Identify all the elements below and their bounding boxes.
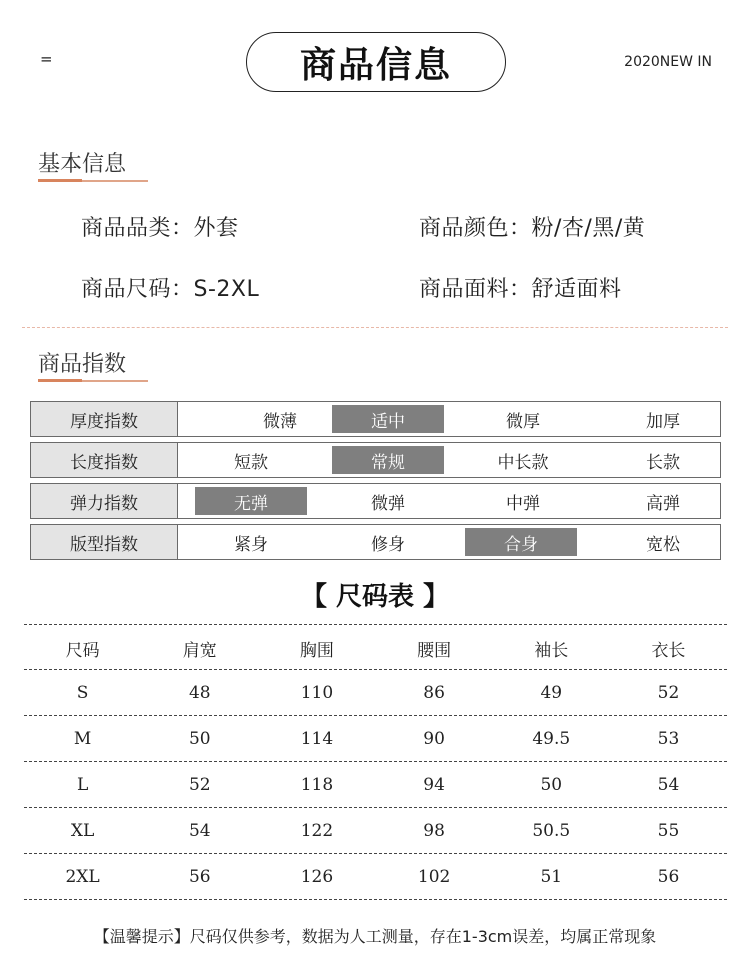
size-cell: 49.5 bbox=[532, 729, 571, 749]
size-chart-title: 【 尺码表 】 bbox=[300, 582, 450, 612]
size-cell: 50 bbox=[540, 775, 563, 795]
index-row bbox=[30, 483, 721, 519]
section-divider bbox=[22, 327, 728, 328]
size-header-cell: 胸围 bbox=[299, 640, 334, 661]
size-cell: 114 bbox=[300, 729, 334, 749]
index-option: 短款 bbox=[234, 452, 268, 473]
size-cell: 50 bbox=[188, 729, 211, 749]
size-cell: 2XL bbox=[65, 867, 100, 887]
size-cell: 55 bbox=[657, 821, 680, 841]
table-row bbox=[24, 762, 727, 808]
index-heading-text: 商品指数 bbox=[38, 352, 127, 377]
size-cell: 51 bbox=[540, 867, 563, 887]
size-cell: 52 bbox=[657, 683, 680, 703]
info-color: 商品颜色：粉/杏/黑/黄 bbox=[419, 216, 646, 241]
table-row bbox=[24, 808, 727, 854]
info-fabric: 商品面料：舒适面料 bbox=[419, 277, 622, 302]
size-cell: M bbox=[73, 729, 92, 749]
index-option-selected: 常规 bbox=[332, 446, 444, 474]
index-option-selected: 无弹 bbox=[195, 487, 307, 515]
tagline: 2020NEW IN bbox=[624, 54, 712, 70]
size-header-cell: 肩宽 bbox=[182, 640, 217, 661]
index-option: 微薄 bbox=[263, 411, 297, 432]
page-title: 商品信息 bbox=[246, 32, 506, 92]
size-cell: 118 bbox=[300, 775, 334, 795]
heading-underline-accent bbox=[38, 379, 82, 382]
index-row-label: 版型指数 bbox=[31, 525, 178, 559]
info-size: 商品尺码：S-2XL bbox=[81, 277, 260, 302]
size-table bbox=[24, 624, 727, 900]
index-option: 中弹 bbox=[506, 493, 540, 514]
size-cell: 54 bbox=[188, 821, 211, 841]
size-cell: 50.5 bbox=[532, 821, 571, 841]
index-option: 微弹 bbox=[371, 493, 405, 514]
size-cell: 122 bbox=[300, 821, 334, 841]
table-row bbox=[24, 716, 727, 762]
size-cell: 53 bbox=[657, 729, 680, 749]
size-header-cell: 尺码 bbox=[65, 640, 100, 661]
index-option: 长款 bbox=[646, 452, 680, 473]
index-option: 修身 bbox=[371, 534, 405, 555]
table-row bbox=[24, 854, 727, 900]
size-tip-note: 【温馨提示】尺码仅供参考，数据为人工测量，存在1-3cm误差，均属正常现象 bbox=[93, 927, 657, 946]
size-cell: 98 bbox=[423, 821, 445, 841]
size-cell: 54 bbox=[657, 775, 680, 795]
size-table-header bbox=[24, 624, 727, 670]
size-cell: 49 bbox=[540, 683, 563, 703]
index-option: 紧身 bbox=[234, 534, 268, 555]
size-header-cell: 腰围 bbox=[417, 640, 452, 661]
size-header-cell: 衣长 bbox=[651, 640, 686, 661]
size-cell: 94 bbox=[423, 775, 445, 795]
size-cell: 56 bbox=[188, 867, 211, 887]
size-cell: S bbox=[76, 683, 89, 703]
size-cell: 126 bbox=[300, 867, 334, 887]
size-cell: 56 bbox=[657, 867, 680, 887]
index-row-label: 长度指数 bbox=[31, 443, 178, 477]
index-row-label: 厚度指数 bbox=[31, 402, 178, 436]
index-option: 中长款 bbox=[497, 452, 549, 473]
size-cell: 52 bbox=[188, 775, 211, 795]
size-cell: L bbox=[76, 775, 89, 795]
index-option: 宽松 bbox=[646, 534, 680, 555]
size-cell: XL bbox=[70, 821, 95, 841]
index-row bbox=[30, 524, 721, 560]
index-row-label: 弹力指数 bbox=[31, 484, 178, 518]
basic-info-heading bbox=[38, 147, 126, 178]
menu-symbol: = bbox=[40, 50, 53, 68]
index-row bbox=[30, 401, 721, 437]
index-heading bbox=[38, 347, 126, 378]
size-cell: 90 bbox=[423, 729, 445, 749]
index-option-selected: 适中 bbox=[332, 405, 444, 433]
size-cell: 110 bbox=[300, 683, 334, 703]
heading-underline-accent bbox=[38, 179, 82, 182]
size-cell: 48 bbox=[188, 683, 211, 703]
index-option: 微厚 bbox=[506, 411, 540, 432]
basic-info-heading-text: 基本信息 bbox=[38, 152, 127, 177]
index-option: 高弹 bbox=[646, 493, 680, 514]
index-option-selected: 合身 bbox=[465, 528, 577, 556]
index-row bbox=[30, 442, 721, 478]
size-header-cell: 袖长 bbox=[534, 640, 569, 661]
index-option: 加厚 bbox=[646, 411, 680, 432]
table-row bbox=[24, 670, 727, 716]
info-category: 商品品类：外套 bbox=[81, 216, 239, 241]
page-header bbox=[0, 0, 750, 125]
size-cell: 86 bbox=[423, 683, 445, 703]
size-cell: 102 bbox=[417, 867, 451, 887]
